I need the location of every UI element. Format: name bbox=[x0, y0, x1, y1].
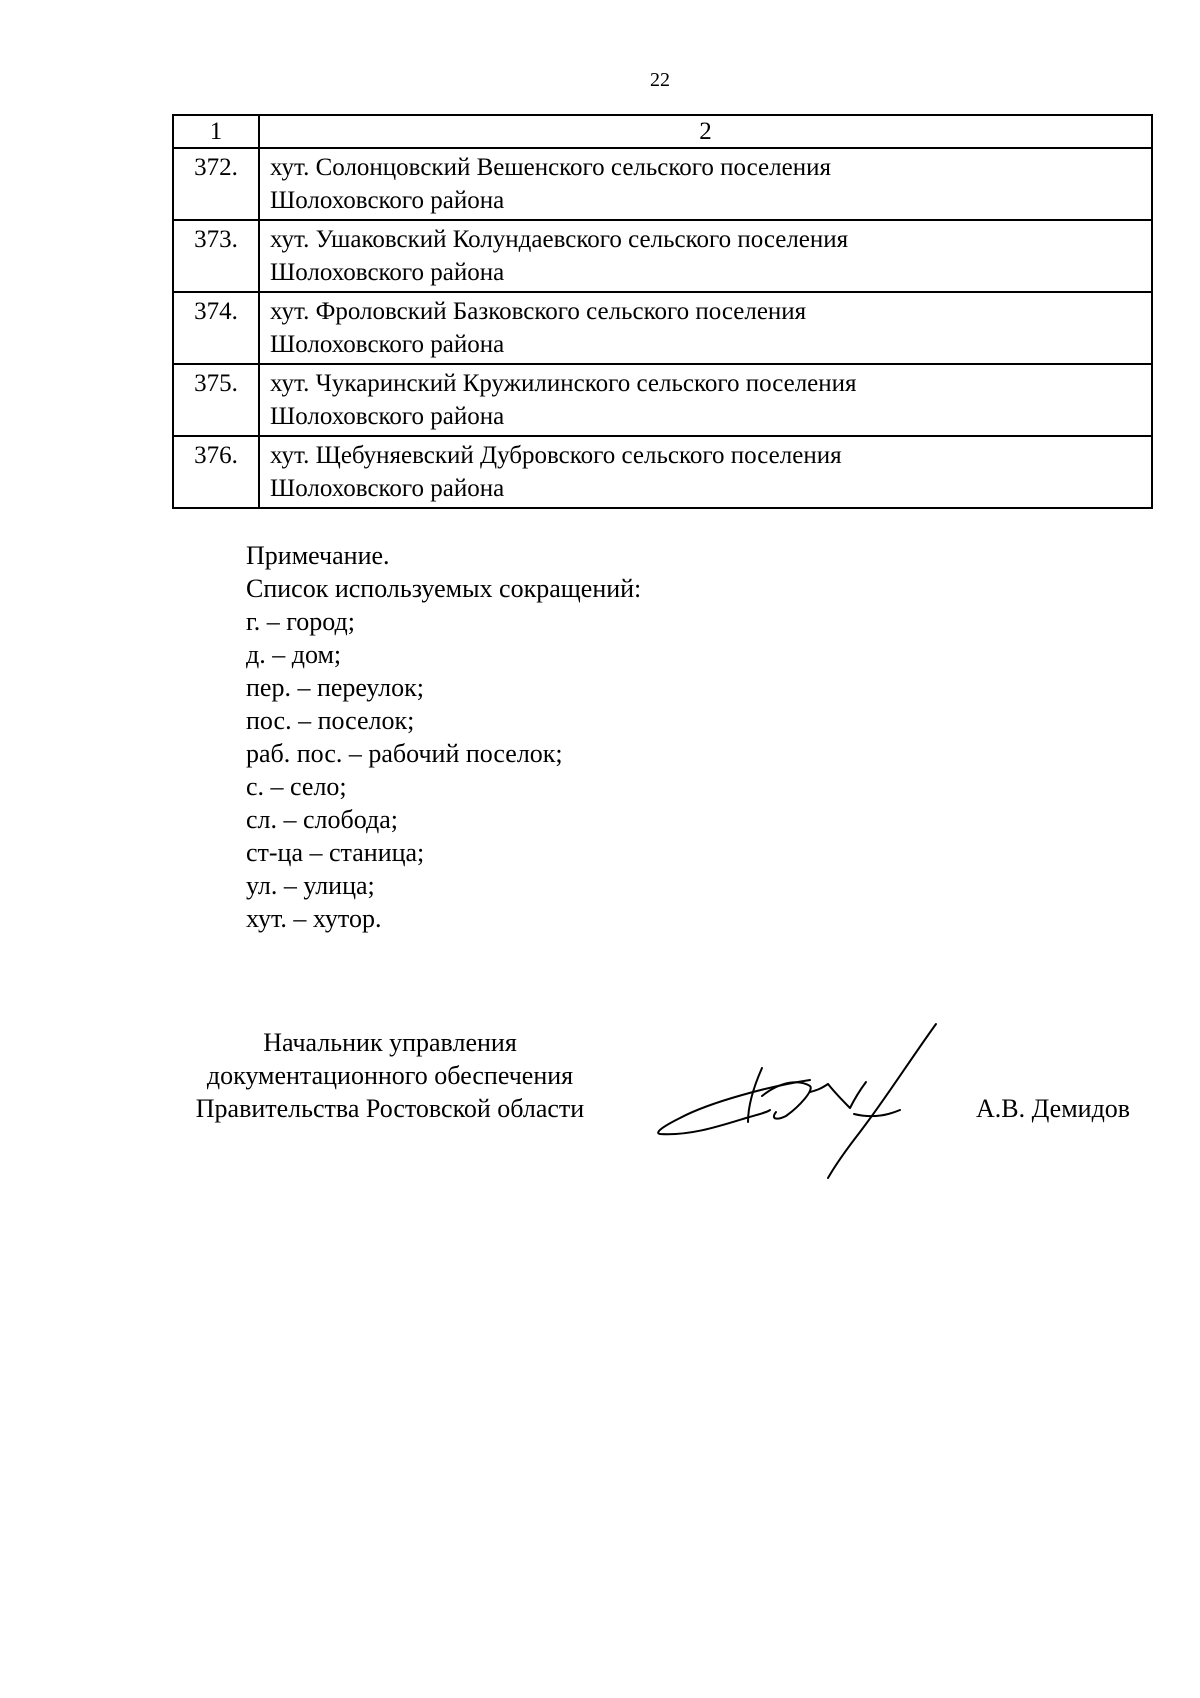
settlement-name: хут. Фроловский Базковского сельского поселения bbox=[270, 298, 807, 325]
abbreviation-item: д. – дом; bbox=[246, 640, 342, 669]
abbreviation-item: ст-ца – станица; bbox=[246, 838, 425, 867]
settlement-district: Шолоховского района bbox=[270, 475, 505, 502]
settlement-name: хут. Щебуняевский Дубровского сельского поселения bbox=[270, 442, 842, 469]
abbreviation-item: с. – село; bbox=[246, 772, 347, 801]
row-number: 376. bbox=[173, 436, 259, 508]
abbreviation-item: сл. – слобода; bbox=[246, 805, 399, 834]
row-number: 375. bbox=[173, 364, 259, 436]
handwritten-signature bbox=[650, 1010, 950, 1180]
abbreviation-item: ул. – улица; bbox=[246, 871, 375, 900]
row-number: 372. bbox=[173, 148, 259, 220]
settlement-cell bbox=[259, 292, 1152, 364]
signatory-position bbox=[160, 1026, 620, 1125]
abbreviation-item: хут. – хутор. bbox=[246, 904, 382, 933]
position-line: Начальник управления bbox=[263, 1028, 517, 1057]
settlement-name: хут. Солонцовский Вешенского сельского поселения bbox=[270, 154, 831, 181]
table-row bbox=[173, 220, 1152, 292]
abbreviation-item: пос. – поселок; bbox=[246, 706, 415, 735]
settlement-name: хут. Ушаковский Колундаевского сельского поселения bbox=[270, 226, 849, 253]
signature-stroke bbox=[810, 1084, 828, 1092]
settlement-cell bbox=[259, 220, 1152, 292]
signature-stroke bbox=[658, 1080, 810, 1134]
table-row bbox=[173, 292, 1152, 364]
table-row bbox=[173, 364, 1152, 436]
settlement-district: Шолоховского района bbox=[270, 331, 505, 358]
settlement-cell bbox=[259, 364, 1152, 436]
signature-stroke bbox=[828, 1082, 866, 1108]
abbreviation-item: пер. – переулок; bbox=[246, 673, 424, 702]
settlement-cell bbox=[259, 148, 1152, 220]
table-row bbox=[173, 436, 1152, 508]
page-number: 22 bbox=[650, 69, 670, 91]
row-number: 373. bbox=[173, 220, 259, 292]
abbreviation-item: г. – город; bbox=[246, 607, 355, 636]
signature-stroke bbox=[854, 1110, 900, 1116]
table-header-row bbox=[173, 115, 1152, 148]
abbreviation-item: раб. пос. – рабочий поселок; bbox=[246, 739, 563, 768]
table-row bbox=[173, 148, 1152, 220]
settlement-district: Шолоховского района bbox=[270, 259, 505, 286]
note-subtitle: Список используемых сокращений: bbox=[246, 574, 642, 603]
settlement-cell bbox=[259, 436, 1152, 508]
settlements-table bbox=[172, 114, 1153, 509]
row-number: 374. bbox=[173, 292, 259, 364]
settlement-name: хут. Чукаринский Кружилинского сельского поселения bbox=[270, 370, 857, 397]
note-title: Примечание. bbox=[246, 541, 390, 570]
position-line: Правительства Ростовской области bbox=[195, 1094, 585, 1123]
settlement-district: Шолоховского района bbox=[270, 187, 505, 214]
position-line: документационного обеспечения bbox=[206, 1061, 574, 1090]
abbreviations-note bbox=[246, 539, 641, 935]
settlement-district: Шолоховского района bbox=[270, 403, 505, 430]
table-header-cell: 1 bbox=[173, 115, 259, 148]
table-header-cell: 2 bbox=[259, 115, 1152, 148]
signer-name: А.В. Демидов bbox=[976, 1094, 1131, 1123]
